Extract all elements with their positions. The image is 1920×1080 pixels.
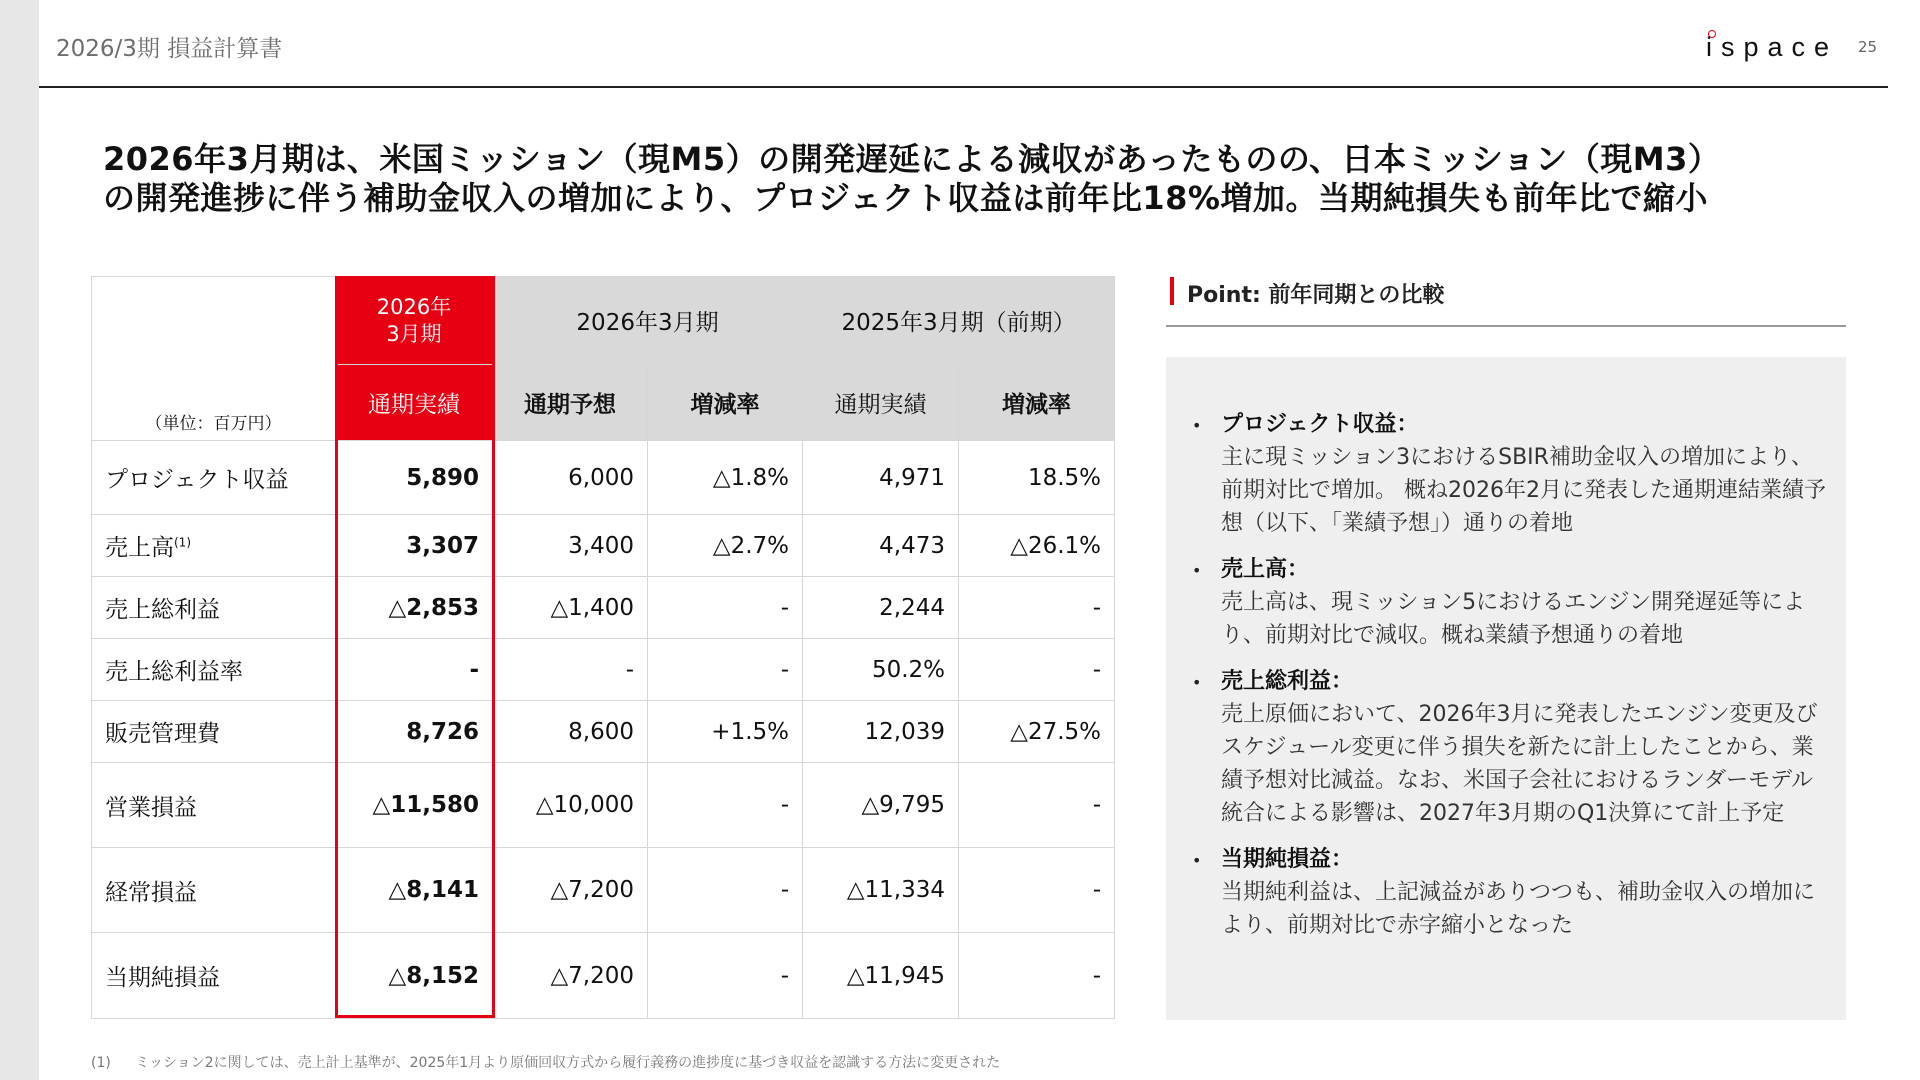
point-list	[1192, 408, 1832, 955]
prior-change-value: -	[959, 639, 1115, 701]
list-item	[1192, 665, 1832, 830]
row-label: 当期純損益	[92, 933, 336, 1019]
table-row	[92, 848, 1115, 933]
forecast-change-subheader: 増減率	[648, 365, 803, 441]
prior-actual-value: 2,244	[803, 577, 959, 639]
bullet-icon: •	[1192, 416, 1202, 435]
forecast-change-value: +1.5%	[648, 701, 803, 763]
point-heading: プロジェクト収益：	[1221, 412, 1419, 437]
row-label: 販売管理費	[92, 701, 336, 763]
prior-change-value: -	[959, 848, 1115, 933]
prior-actual-value: 4,473	[803, 515, 959, 577]
forecast-value: △1,400	[493, 577, 648, 639]
point-divider	[1166, 325, 1846, 327]
bullet-icon: •	[1192, 673, 1202, 692]
forecast-change-value: -	[648, 763, 803, 848]
forecast-value: 6,000	[493, 441, 648, 515]
prior-change-value: -	[959, 763, 1115, 848]
forecast-change-value: △2.7%	[648, 515, 803, 577]
current-actual-value: 8,726	[336, 701, 493, 763]
slide-headline	[103, 140, 1883, 218]
forecast-change-value: -	[648, 848, 803, 933]
table-row	[92, 577, 1115, 639]
header-divider	[39, 86, 1888, 88]
forecast-change-value: -	[648, 577, 803, 639]
prior-change-value: -	[959, 933, 1115, 1019]
row-label: 売上高	[105, 535, 174, 561]
list-item	[1192, 843, 1832, 942]
row-label: 営業損益	[92, 763, 336, 848]
unit-label: （単位：百万円）	[92, 277, 336, 441]
page-number: 25	[1858, 38, 1878, 56]
prior-actual-value: △11,334	[803, 848, 959, 933]
forecast-value: △7,200	[493, 933, 648, 1019]
current-actual-subheader: 通期実績	[336, 365, 493, 441]
forecast-value: 8,600	[493, 701, 648, 763]
prior-change-subheader: 増減率	[959, 365, 1115, 441]
row-label-with-note	[92, 515, 336, 577]
list-item	[1192, 553, 1832, 652]
current-actual-value: △8,141	[336, 848, 493, 933]
point-heading: 売上総利益：	[1221, 669, 1354, 694]
income-statement-table	[91, 276, 1114, 1018]
page-header-title: 2026/3期 損益計算書	[56, 36, 283, 62]
table-row	[92, 763, 1115, 848]
point-heading: 売上高：	[1221, 557, 1310, 582]
prior-actual-value: 50.2%	[803, 639, 959, 701]
forecast-value: -	[493, 639, 648, 701]
prior-change-value: △26.1%	[959, 515, 1115, 577]
headline-line-1: 2026年3月期は、米国ミッション（現M5）の開発遅延による減収があったものの、日本ミッション（現M3）	[103, 140, 1721, 178]
forecast-subheader: 通期予想	[493, 365, 648, 441]
point-body: 主に現ミッション3におけるSBIR補助金収入の増加により、前期対比で増加。 概ね2026年2月に発表した通期連結業績予想（以下、「業績予想」）通りの着地	[1221, 445, 1826, 536]
current-period-header: 2026年 3月期	[336, 277, 493, 365]
point-body: 売上原価において、2026年3月に発表したエンジン変更及びスケジュール変更に伴う損失を新たに計上したことから、業績予想対比減益。なお、米国子会社におけるランダーモデル統合による影響は、2027年3月期のQ1決算にて計上予定	[1221, 702, 1818, 826]
prior-actual-value: 4,971	[803, 441, 959, 515]
table-row	[92, 933, 1115, 1019]
forecast-change-value: -	[648, 933, 803, 1019]
point-body: 当期純利益は、上記減益がありつつも、補助金収入の増加により、前期対比で赤字縮小となった	[1221, 880, 1816, 938]
point-title-marker	[1170, 277, 1174, 305]
current-actual-value: -	[336, 639, 493, 701]
table-row	[92, 639, 1115, 701]
pl-table	[91, 276, 1115, 1019]
table-row	[92, 515, 1115, 577]
forecast-change-value: △1.8%	[648, 441, 803, 515]
footnote-text: ミッション2に関しては、売上計上基準が、2025年1月より原価回収方式から履行義務の進捗度に基づき収益を認識する方法に変更された	[135, 1055, 1001, 1071]
prior-actual-subheader: 通期実績	[803, 365, 959, 441]
prior-change-value: -	[959, 577, 1115, 639]
prior-actual-value: 12,039	[803, 701, 959, 763]
prior-actual-value: △11,945	[803, 933, 959, 1019]
prior-change-value: △27.5%	[959, 701, 1115, 763]
forecast-value: △7,200	[493, 848, 648, 933]
footnote-number: (1)	[91, 1055, 111, 1071]
prior-change-value: 18.5%	[959, 441, 1115, 515]
row-label: 売上総利益率	[92, 639, 336, 701]
prior-year-group-header: 2025年3月期（前期）	[803, 277, 1115, 365]
table-row	[92, 701, 1115, 763]
row-label: 経常損益	[92, 848, 336, 933]
row-label: プロジェクト収益	[92, 441, 336, 515]
headline-line-2: の開発進捗に伴う補助金収入の増加により、プロジェクト収益は前年比18%増加。当期純損失も前年比で縮小	[103, 179, 1708, 217]
point-title: Point: 前年同期との比較	[1187, 283, 1445, 308]
forecast-value: △10,000	[493, 763, 648, 848]
forecast-change-value: -	[648, 639, 803, 701]
current-actual-value: 5,890	[336, 441, 493, 515]
point-heading: 当期純損益：	[1221, 847, 1354, 872]
current-actual-value: △2,853	[336, 577, 493, 639]
row-label: 売上総利益	[92, 577, 336, 639]
point-body: 売上高は、現ミッション5におけるエンジン開発遅延等により、前期対比で減収。概ね業績予想通りの着地	[1221, 590, 1806, 648]
bullet-icon: •	[1192, 561, 1202, 580]
forecast-value: 3,400	[493, 515, 648, 577]
left-sidebar-strip	[0, 0, 39, 1080]
prior-actual-value: △9,795	[803, 763, 959, 848]
footnote	[91, 1052, 1000, 1072]
current-actual-value: △8,152	[336, 933, 493, 1019]
footnote-ref: (1)	[174, 535, 191, 550]
current-actual-value: 3,307	[336, 515, 493, 577]
list-item	[1192, 408, 1832, 540]
table-row	[92, 441, 1115, 515]
company-logo: ispace	[1706, 32, 1839, 62]
forecast-group-header: 2026年3月期	[493, 277, 803, 365]
current-actual-value: △11,580	[336, 763, 493, 848]
bullet-icon: •	[1192, 851, 1202, 870]
